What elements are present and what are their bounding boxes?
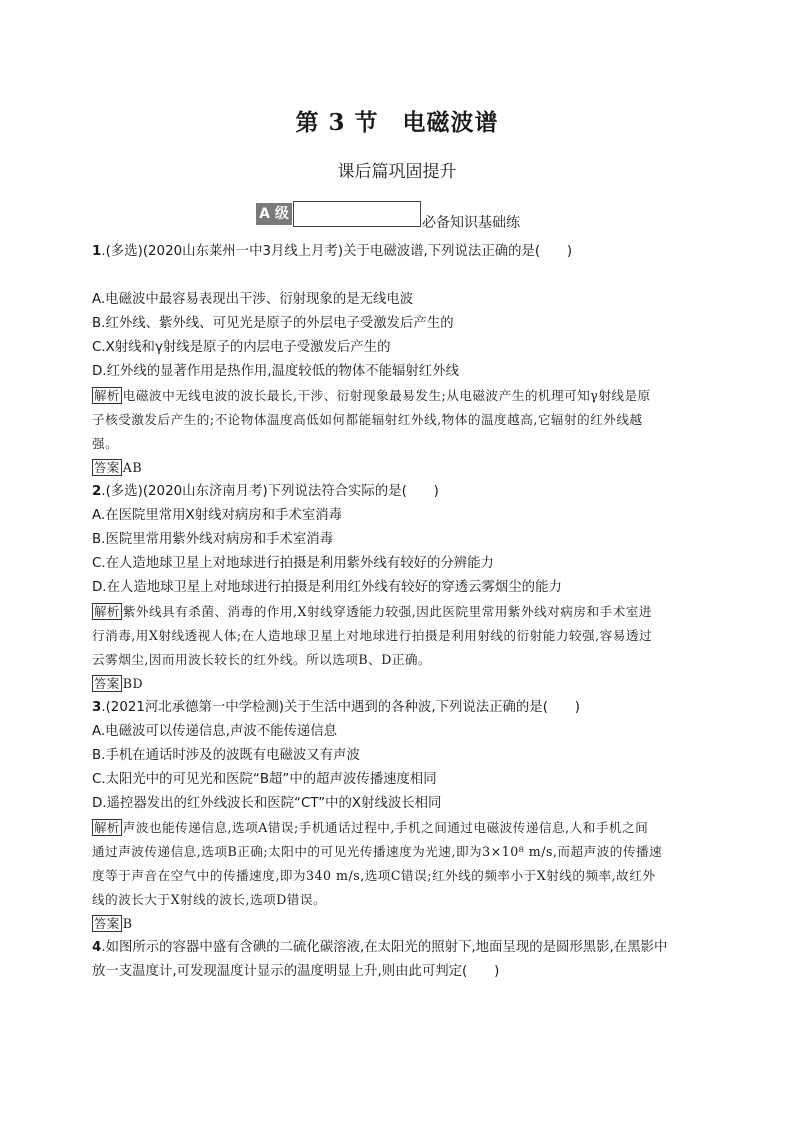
q3-analysis-text-1: 声波也能传递信息,选项A错误;手机通话过程中,手机之间通过电磁波传递信息,人和手机之间	[122, 820, 649, 835]
q3-answer-tag: 答案	[94, 916, 120, 931]
level-header	[256, 200, 556, 231]
q1-option-a: A.电磁波中最容易表现出干涉、衍射现象的是无线电波	[92, 292, 414, 307]
q2-stem	[92, 482, 710, 502]
q4-stem-line-1	[92, 938, 710, 958]
q2-analysis-line-2: 行消毒,用X射线透视人体;在人造地球卫星上对地球进行拍摄是利用射线的衍射能力较强,容易透过	[92, 628, 653, 643]
level-badge: A 级	[256, 203, 292, 225]
q2-stem-text: .(多选)(2020山东济南月考)下列说法符合实际的是( )	[101, 484, 439, 499]
q4-stem-line-2: 放一支温度计,可发现温度计显示的温度明显上升,则由此可判定( )	[92, 964, 500, 979]
q2-number: 2	[92, 484, 102, 499]
q2-analysis-tag: 解析	[94, 604, 120, 619]
q3-stem	[92, 698, 710, 718]
q2-option-b: B.医院里常用紫外线对病房和手术室消毒	[92, 532, 334, 547]
q1-option-c: C.X射线和γ射线是原子的内层电子受激发后产生的	[92, 340, 391, 355]
q2-answer-line	[92, 674, 710, 694]
q3-analysis-tag: 解析	[94, 820, 120, 835]
q1-answer-tag: 答案	[94, 460, 120, 475]
q2-analysis-text-1: 紫外线具有杀菌、消毒的作用,X射线穿透能力较强,因此医院里常用紫外线对病房和手术室进	[122, 604, 652, 619]
q1-analysis-line-3: 强。	[92, 436, 119, 451]
q3-analysis-line-3: 度等于声音在空气中的传播速度,即为340 m/s,选项C错误;红外线的频率小于X射线的频率,故红外	[92, 868, 656, 883]
section-subtitle: 课后篇巩固提升	[337, 162, 457, 182]
q1-stem-text: .(多选)(2020山东莱州一中3月线上月考)关于电磁波谱,下列说法正确的是( )	[101, 244, 573, 259]
q3-analysis-line-2: 通过声波传递信息,选项B正确;太阳中的可见光传播速度为光速,即为3×10⁸ m/s,而超声波的传播速	[92, 844, 663, 859]
q1-stem	[92, 242, 710, 262]
q1-option-d: D.红外线的显著作用是热作用,温度较低的物体不能辐射红外线	[92, 364, 459, 379]
q2-answer-tag: 答案	[94, 676, 120, 691]
q3-analysis-line-1	[92, 818, 710, 838]
q2-analysis-line-1	[92, 602, 710, 622]
q2-option-a: A.在医院里常用X射线对病房和手术室消毒	[92, 508, 342, 523]
q2-answer: BD	[122, 676, 144, 691]
q3-answer-line	[92, 914, 710, 934]
q3-option-b: B.手机在通话时涉及的波既有电磁波又有声波	[92, 748, 360, 763]
q3-option-c: C.太阳光中的可见光和医院“B超”中的超声波传播速度相同	[92, 772, 437, 787]
q1-analysis-text-1: 电磁波中无线电波的波长最长,干涉、衍射现象最易发生;从电磁波产生的机理可知γ射线是原	[122, 388, 651, 403]
q3-analysis-line-4: 线的波长大于X射线的波长,选项D错误。	[92, 892, 327, 907]
q2-analysis-line-3: 云雾烟尘,因而用波长较长的红外线。所以选项B、D正确。	[92, 652, 432, 667]
q1-analysis-tag: 解析	[94, 388, 120, 403]
q1-analysis-line-1	[92, 386, 710, 406]
q1-number: 1	[92, 244, 102, 259]
q4-number: 4	[92, 940, 102, 955]
q2-option-c: C.在人造地球卫星上对地球进行拍摄是利用紫外线有较好的分辨能力	[92, 556, 494, 571]
q3-stem-text: .(2021河北承德第一中学检测)关于生活中遇到的各种波,下列说法正确的是( )	[101, 700, 580, 715]
q1-analysis-line-2: 子核受激发后产生的;不论物体温度高低如何都能辐射红外线,物体的温度越高,它辐射的红外线越	[92, 412, 643, 427]
q3-answer: B	[122, 916, 133, 931]
q3-option-d: D.遥控器发出的红外线波长和医院“CT”中的X射线波长相同	[92, 796, 442, 811]
level-label: 必备知识基础练	[422, 215, 520, 231]
level-blank-box	[293, 201, 421, 227]
q1-answer: AB	[122, 460, 143, 475]
q4-stem-text-1: .如图所示的容器中盛有含碘的二硫化碳溶液,在太阳光的照射下,地面呈现的是圆形黑影,在黑影中	[101, 940, 668, 955]
q3-option-a: A.电磁波可以传递信息,声波不能传递信息	[92, 724, 338, 739]
q3-number: 3	[92, 700, 102, 715]
q1-answer-line	[92, 458, 710, 478]
q2-option-d: D.在人造地球卫星上对地球进行拍摄是利用红外线有较好的穿透云雾烟尘的能力	[92, 580, 562, 595]
page-title: 第 3 节 电磁波谱	[295, 109, 499, 136]
q1-option-b: B.红外线、紫外线、可见光是原子的外层电子受激发后产生的	[92, 316, 454, 331]
